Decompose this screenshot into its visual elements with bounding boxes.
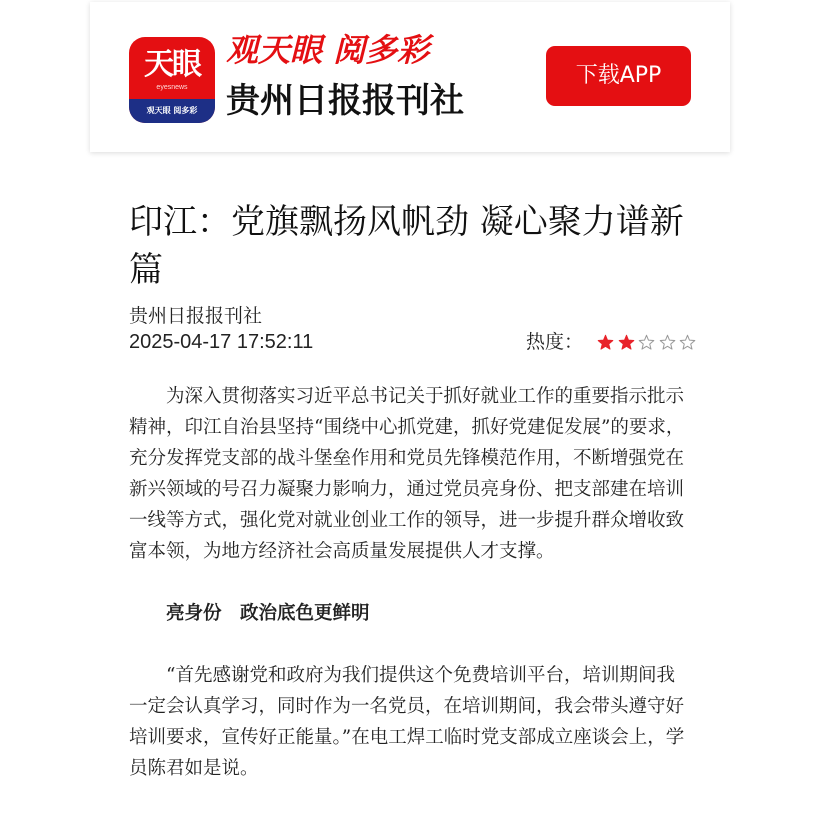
star-empty-icon [659, 334, 676, 351]
star-empty-icon [638, 334, 655, 351]
article-title: 印江：党旗飘扬风帆劲 凝心聚力谱新篇 [129, 202, 684, 290]
star-filled-icon [597, 334, 614, 351]
star-empty-icon [679, 334, 696, 351]
heat-label: 热度： [526, 331, 584, 353]
article-datetime: 2025-04-17 17:52:11 [129, 331, 314, 353]
app-download-banner [90, 2, 730, 152]
star-filled-icon [618, 334, 635, 351]
article-subheading: 亮身份 政治底色更鲜明 [166, 603, 370, 624]
logo-sub-text: eyesnews [156, 84, 188, 91]
logo-main-text: 天眼 [144, 47, 200, 82]
logo-band-text: 观天眼 阅多彩 [129, 99, 215, 123]
article-body [129, 381, 691, 784]
article-source: 贵州日报报刊社 [129, 305, 263, 327]
heat-stars [597, 334, 700, 351]
heat-rating [526, 328, 700, 356]
article-paragraph: 为深入贯彻落实习近平总书记关于抓好就业工作的重要指示批示精神，印江自治县坚持“围绕中心抓党建，抓好党建促发展”的要求，充分发挥党支部的战斗堡垒作用和党员先锋模范作用，不断增强党在新兴领域的号召力凝聚力影响力，通过党员亮身份、把支部建在培训一线等方式，强化党对就业创业工作的领导，进一步提升群众增收致富本领，为地方经济社会高质量发展提供人才支撑。 [129, 386, 685, 562]
app-logo-icon [129, 37, 215, 123]
download-app-button[interactable]: 下载APP [546, 46, 691, 106]
article-paragraph: “首先感谢党和政府为我们提供这个免费培训平台，培训期间我一定会认真学习，同时作为一名党员，在培训期间，我会带头遵守好培训要求，宣传好正能量。”在电工焊工临时党支部成立座谈会上，学员陈君如是说。 [129, 665, 685, 779]
brand-name: 贵州日报报刊社 [226, 81, 464, 121]
brand-slogan: 观天眼 阅多彩 [226, 31, 430, 69]
